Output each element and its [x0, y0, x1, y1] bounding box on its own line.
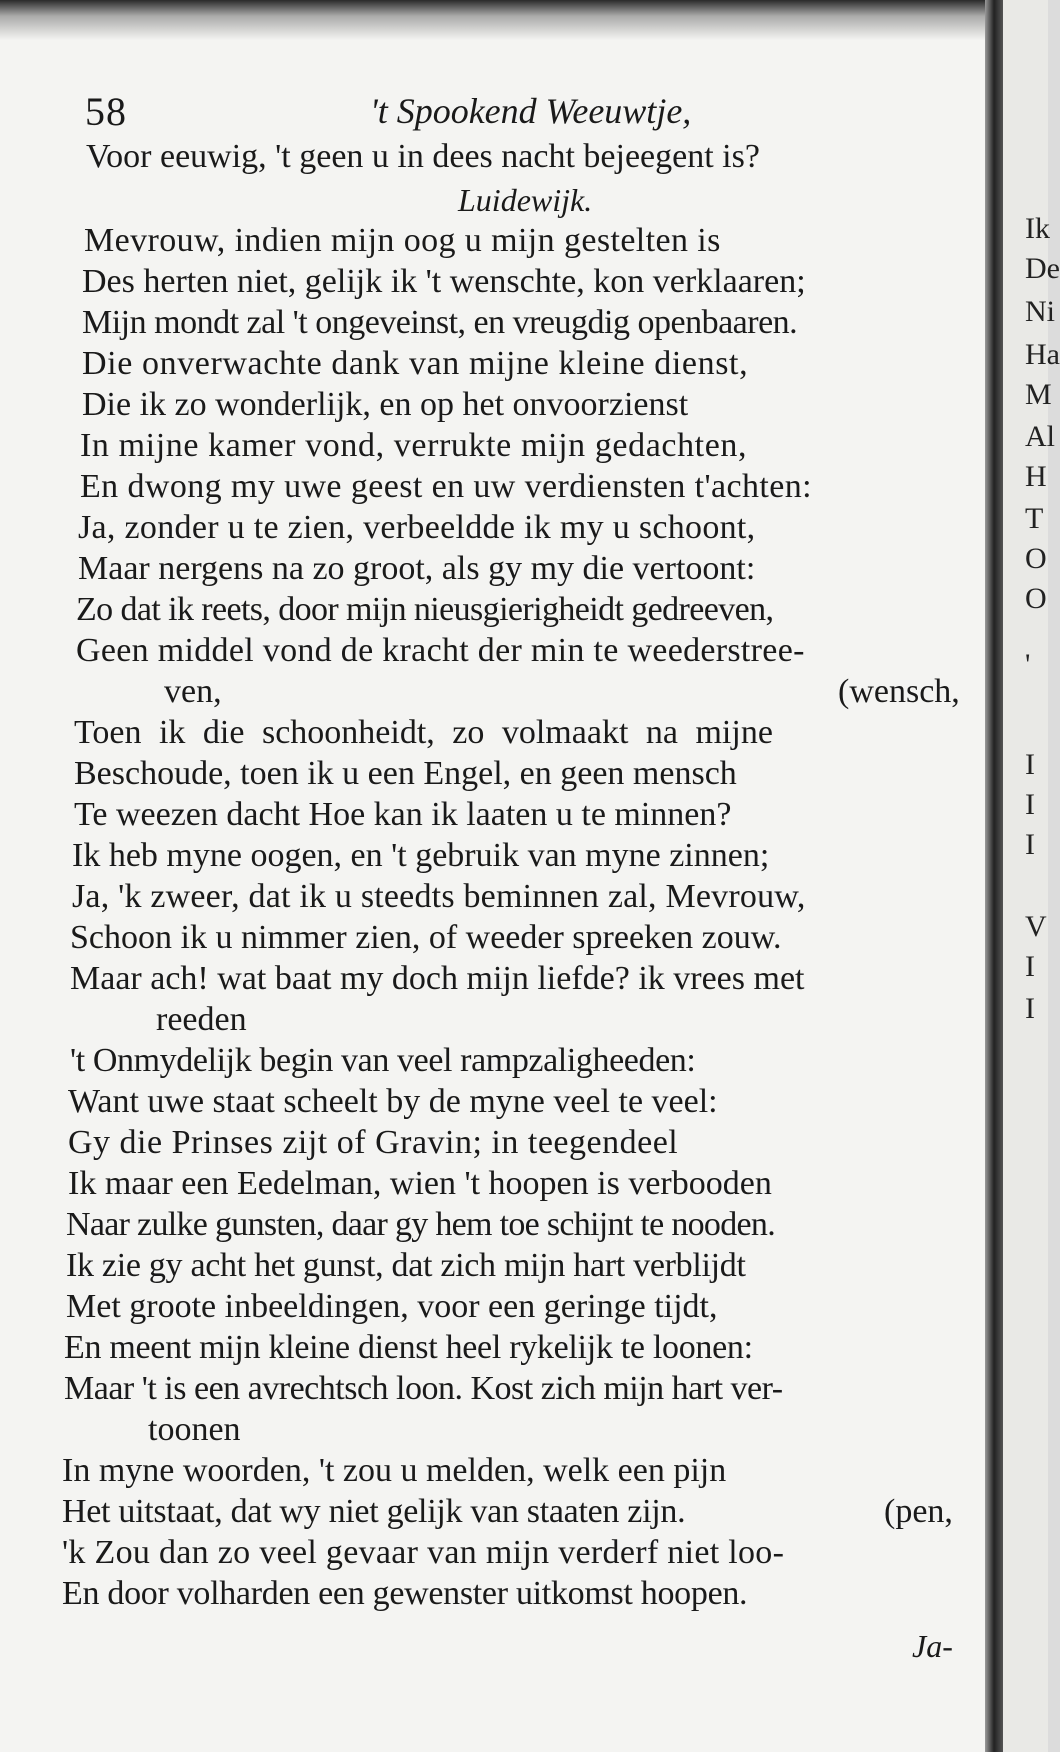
adjacent-page-fragment: Ni: [1025, 295, 1055, 328]
verse-line: En dwong my uwe geest en uw verdiensten t'achten:: [80, 468, 812, 505]
verse-line: Die ik zo wonderlijk, en op het onvoorzienst: [82, 386, 689, 423]
adjacent-page-fragment: De: [1025, 252, 1060, 285]
adjacent-page-fragment: O: [1025, 582, 1047, 615]
verse-line: Ik maar een Eedelman, wien 't hoopen is verbooden: [68, 1165, 772, 1202]
adjacent-page-fragment: I: [1025, 950, 1035, 983]
verse-line: 't Onmydelijk begin van veel rampzaligheeden:: [70, 1042, 696, 1079]
verse-line: Des herten niet, gelijk ik 't wenschte, kon verklaaren;: [82, 263, 806, 300]
verse-line: Die onverwachte dank van mijne kleine dienst,: [82, 345, 749, 382]
verse-line: Ja, 'k zweer, dat ik u steedts beminnen zal, Mevrouw,: [72, 878, 806, 915]
adjacent-page-fragment: O: [1025, 542, 1047, 575]
verse-line: Ja, zonder u te zien, verbeeldde ik my u schoont,: [78, 509, 756, 546]
verse-line: Ik zie gy acht het gunst, dat zich mijn hart verblijdt: [66, 1247, 746, 1284]
verse-line-turnover: (wensch,: [838, 673, 960, 710]
verse-line: Naar zulke gunsten, daar gy hem toe schijnt te nooden.: [66, 1206, 776, 1243]
verse-line: Ik heb myne oogen, en 't gebruik van myne zinnen;: [72, 837, 770, 874]
verse-line: Beschoude, toen ik u een Engel, en geen mensch: [74, 755, 737, 792]
verse-line: Geen middel vond de kracht der min te weederstree-: [76, 632, 805, 669]
verse-line-continuation: ven,: [164, 673, 222, 710]
verse-line: Voor eeuwig, 't geen u in dees nacht bejeegent is?: [86, 138, 760, 175]
verse-line: In mijne kamer vond, verrukte mijn gedachten,: [80, 427, 748, 464]
verse-line: Mevrouw, indien mijn oog u mijn gestelten is: [84, 222, 721, 259]
verse-line: Toen ik die schoonheidt, zo volmaakt na mijne: [74, 714, 773, 751]
verse-line: En door volharden een gewenster uitkomst hoopen.: [62, 1575, 748, 1612]
adjacent-page-fragment: H: [1025, 460, 1047, 493]
verse-line: Maar ach! wat baat my doch mijn liefde? ik vrees met: [70, 960, 805, 997]
adjacent-page-fragment: M: [1025, 378, 1052, 411]
verse-line: Maar 't is een avrechtsch loon. Kost zich mijn hart ver-: [64, 1370, 783, 1407]
adjacent-page-edge: [1003, 0, 1060, 1752]
speaker-name: Luidewijk.: [458, 182, 593, 218]
verse-line: Zo dat ik reets, door mijn nieusgierigheidt gedreeven,: [76, 591, 774, 628]
adjacent-page-fragment: Ik: [1025, 212, 1050, 245]
page-number: 58: [85, 89, 127, 134]
verse-line: Want uwe staat scheelt by de myne veel te veel:: [68, 1083, 718, 1120]
catchword: Ja-: [912, 1628, 953, 1664]
verse-line: Schoon ik u nimmer zien, of weeder spreeken zouw.: [70, 919, 782, 956]
verse-line: Maar nergens na zo groot, als gy my die vertoont:: [78, 550, 756, 587]
adjacent-page-fragment: I: [1025, 788, 1035, 821]
adjacent-page-fragment: Ha: [1025, 338, 1060, 371]
adjacent-page-fragment: V: [1025, 910, 1047, 943]
verse-line: In myne woorden, 't zou u melden, welk een pijn: [62, 1452, 727, 1489]
verse-line: Te weezen dacht Hoe kan ik laaten u te minnen?: [74, 796, 732, 833]
verse-line: En meent mijn kleine dienst heel rykelijk te loonen:: [64, 1329, 753, 1366]
adjacent-page-fragment: I: [1025, 828, 1035, 861]
running-title: 't Spookend Weeuwtje,: [370, 91, 692, 131]
adjacent-page-fragment: Al: [1025, 420, 1055, 453]
verse-line: 'k Zou dan zo veel gevaar van mijn verderf niet loo-: [62, 1534, 785, 1571]
verse-line-continuation: reeden: [156, 1001, 247, 1038]
verse-line: Met groote inbeeldingen, voor een geringe tijdt,: [66, 1288, 718, 1325]
adjacent-page-fragment: ': [1025, 648, 1031, 681]
adjacent-page-fragment: I: [1025, 992, 1035, 1025]
verse-line: Gy die Prinses zijt of Gravin; in teegendeel: [68, 1124, 679, 1161]
verse-line: Het uitstaat, dat wy niet gelijk van staaten zijn.: [62, 1493, 686, 1530]
adjacent-page-fragment: I: [1025, 748, 1035, 781]
verse-line: Mijn mondt zal 't ongeveinst, en vreugdig openbaaren.: [82, 304, 798, 341]
verse-line-turnover: (pen,: [884, 1493, 953, 1530]
adjacent-page-fragment: T: [1025, 502, 1044, 535]
verse-line-continuation: toonen: [148, 1411, 241, 1448]
